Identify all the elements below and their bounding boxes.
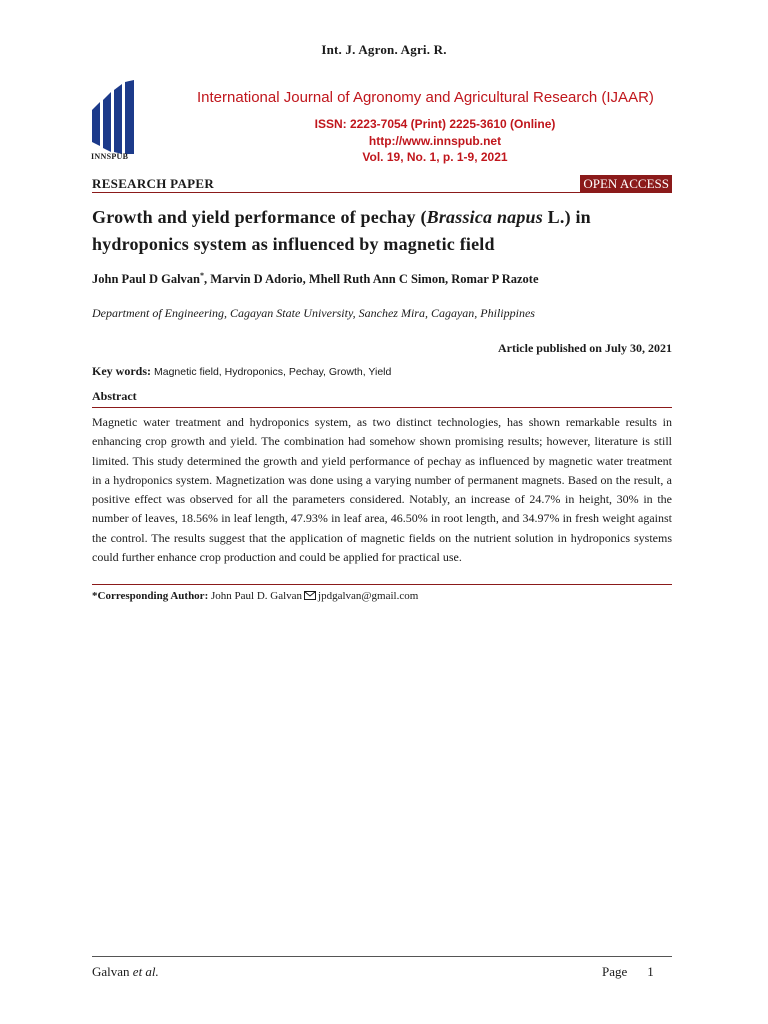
journal-url[interactable]: http://www.innspub.net: [368, 134, 502, 148]
footer-etal: et al.: [132, 964, 159, 979]
footer-page: [602, 964, 654, 980]
footer-divider: [92, 956, 672, 957]
article-type: RESEARCH PAPER: [92, 176, 215, 191]
mail-icon: [304, 591, 316, 600]
authors: [92, 271, 682, 287]
logo-text: INNSPUB: [91, 152, 129, 161]
footer-page-label: Page: [602, 964, 628, 979]
article-type-bar: [92, 176, 672, 193]
title-part2: L.) in hydroponics system as influenced by magnetic field: [92, 207, 591, 254]
authors-rest: , Marvin D Adorio, Mhell Ruth Ann C Simon, Romar P Razote: [204, 272, 539, 287]
open-access-badge: OPEN ACCESS: [580, 175, 672, 192]
author-mark: *: [200, 271, 205, 280]
footer-author-name: Galvan: [92, 964, 130, 979]
abstract-divider-bottom: [92, 584, 672, 585]
keywords-label: Key words:: [92, 364, 151, 378]
journal-issn: ISSN: 2223-7054 (Print) 2225-3610 (Online): [314, 117, 556, 131]
corr-name: John Paul D. Galvan: [210, 590, 303, 602]
journal-title: International Journal of Agronomy and Agricultural Research (IJAAR): [197, 89, 654, 106]
corr-email[interactable]: jpdgalvan@gmail.com: [318, 590, 419, 602]
running-header: Int. J. Agron. Agri. R.: [321, 42, 447, 57]
abstract-divider-top: [92, 407, 672, 408]
corresponding-author: [92, 590, 418, 602]
title-part1: Growth and yield performance of pechay (: [92, 207, 427, 227]
title-species: Brassica napus: [426, 207, 543, 227]
abstract-heading: Abstract: [92, 389, 137, 403]
corr-mark: *: [92, 590, 98, 602]
published-date: Article published on July 30, 2021: [497, 341, 672, 355]
keywords: [92, 364, 682, 379]
header-divider: [92, 192, 672, 193]
keywords-list: Magnetic field, Hydroponics, Pechay, Growth, Yield: [154, 366, 392, 378]
affiliation: Department of Engineering, Cagayan State University, Sanchez Mira, Cagayan, Philippines: [92, 306, 535, 320]
journal-volume: Vol. 19, No. 1, p. 1-9, 2021: [362, 150, 508, 164]
footer-page-number: 1: [647, 964, 654, 979]
author-first: John Paul D Galvan: [92, 272, 201, 287]
article-title: [92, 204, 676, 258]
footer-author: [92, 964, 159, 980]
abstract-body: Magnetic water treatment and hydroponics system, as two distinct technologies, has shown remarkable results in enhancing crop growth and yield. The combination had somehow shown promising results; however, literature is still limited. This study determined the growth and yield performance of pechay as influenced by magnetic water treatment in a hydroponics system. Magnetization was done using a varying number of permanent magnets. Based on the result, a positive effect was observed for all the parameters considered. Notably, an increase of 24.7% in height, 30% in the number of leaves, 18.56% in leaf length, 47.93% in leaf area, 46.50% in root length, and 34.97% in fresh weight against the control. The results suggest that the application of magnetic fields on the nutrient solution in hydroponics systems could further enhance crop production and could be applied for practical use.: [92, 415, 672, 565]
corr-label: Corresponding Author:: [97, 590, 209, 602]
